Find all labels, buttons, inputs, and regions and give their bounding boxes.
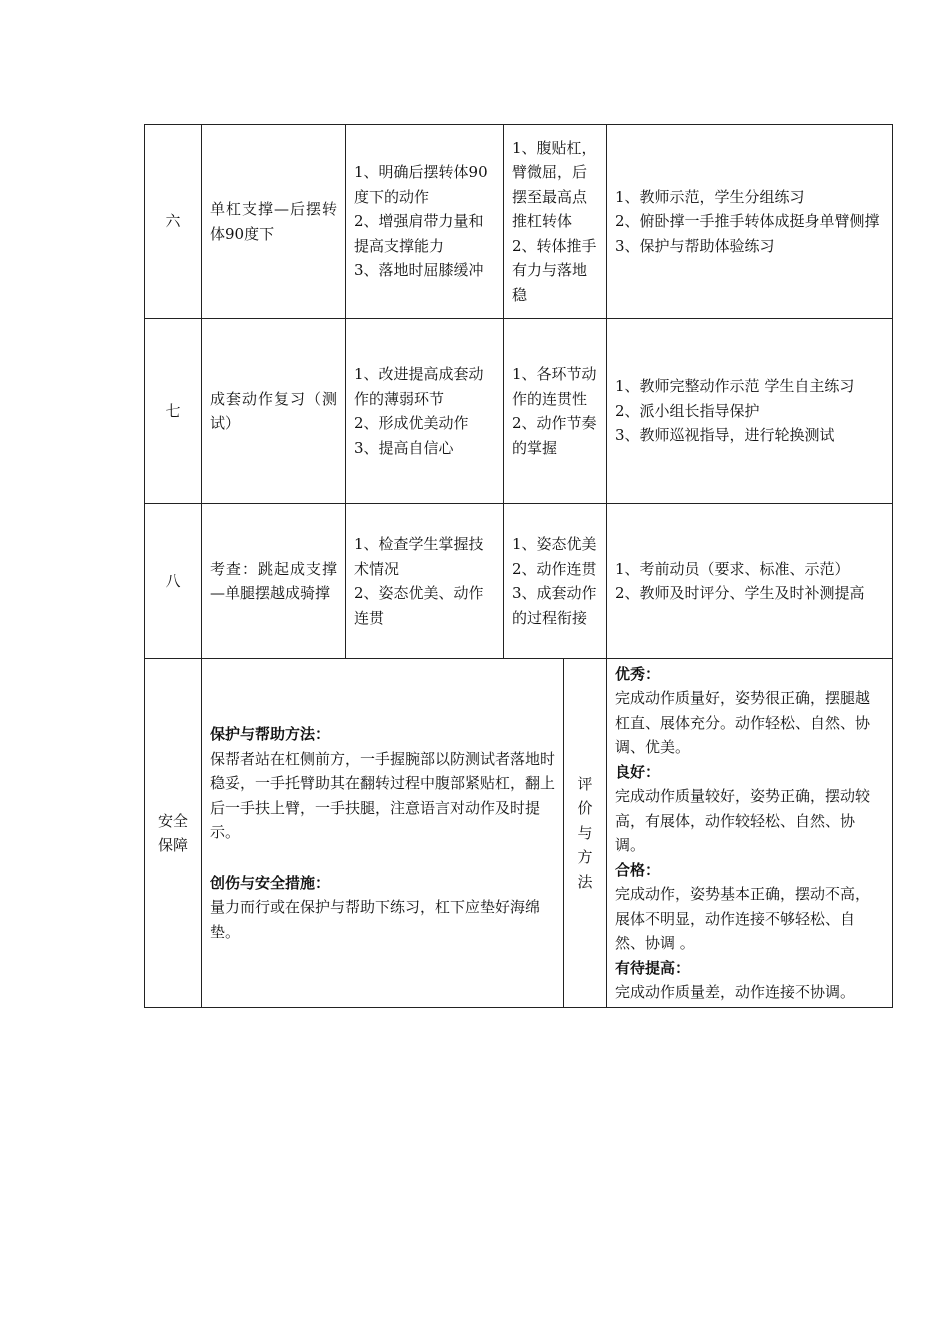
safety-label: 安全 保障 xyxy=(145,659,202,1008)
protect-text: 保帮者站在杠侧前方，一手握腕部以防测试者落地时稳妥，一手托臂助其在翻转过程中腹部紧贴杠，翻上后一手扶上臂，一手扶腿，注意语言对动作及时提示。 xyxy=(210,749,556,841)
goal-item: 2、形成优美动作 xyxy=(354,414,469,432)
table-row xyxy=(145,319,893,504)
lesson-key-points xyxy=(504,504,607,659)
goal-item: 2、姿态优美、动作连贯 xyxy=(354,584,484,627)
goal-item: 1、改进提高成套动作的薄弱环节 xyxy=(354,365,484,408)
grade-excellent-text: 完成动作质量好，姿势很正确，摆腿越杠直、展体充分。动作轻松、自然、协调、优美。 xyxy=(615,689,871,756)
lesson-topic: 考查：跳起成支撑—单腿摆越成骑撑 xyxy=(202,504,346,659)
lesson-methods xyxy=(607,319,893,504)
grade-excellent-title: 优秀： xyxy=(615,664,661,683)
goal-item: 1、检查学生掌握技术情况 xyxy=(354,535,484,578)
injury-title: 创伤与安全措施： xyxy=(210,873,331,892)
method-item: 2、派小组长指导保护 xyxy=(615,401,760,420)
evaluation-content xyxy=(607,659,893,1008)
lesson-topic: 单杠支撑—后摆转体90度下 xyxy=(202,125,346,319)
key-point-item: 1、姿态优美 xyxy=(512,535,597,553)
lesson-number: 六 xyxy=(145,125,202,319)
lesson-plan-table xyxy=(144,124,893,1008)
safety-evaluation-row xyxy=(145,659,893,1008)
goal-item: 2、增强肩带力量和提高支撑能力 xyxy=(354,212,484,255)
key-point-item: 1、各环节动作的连贯性 xyxy=(512,365,597,408)
grade-pass-title: 合格： xyxy=(615,860,661,879)
safety-content xyxy=(202,659,564,1008)
lesson-number: 八 xyxy=(145,504,202,659)
method-item: 3、教师巡视指导，进行轮换测试 xyxy=(615,426,835,445)
key-point-item: 1、腹贴杠，臂微屈，后摆至最高点推杠转体 xyxy=(512,138,597,231)
goal-item: 1、明确后摆转体90度下的动作 xyxy=(354,163,488,206)
protect-title: 保护与帮助方法： xyxy=(210,725,331,743)
method-item: 1、教师完整动作示范 学生自主练习 xyxy=(615,377,855,396)
lesson-methods xyxy=(607,125,893,319)
grade-good-text: 完成动作质量较好，姿势正确，摆动较高，有展体，动作较轻松、自然、协调。 xyxy=(615,787,871,854)
lesson-methods xyxy=(607,504,893,659)
lesson-number: 七 xyxy=(145,319,202,504)
lesson-goals xyxy=(346,319,504,504)
grade-improve-text: 完成动作质量差，动作连接不协调。 xyxy=(615,983,856,1001)
injury-text: 量力而行或在保护与帮助下练习，杠下应垫好海绵垫。 xyxy=(210,898,541,941)
lesson-topic: 成套动作复习（测试） xyxy=(202,319,346,504)
lesson-goals xyxy=(346,504,504,659)
grade-good-title: 良好： xyxy=(615,762,661,781)
goal-item: 3、落地时屈膝缓冲 xyxy=(354,261,484,280)
lesson-key-points xyxy=(504,319,607,504)
evaluation-label: 评 价 与 方 法 xyxy=(564,659,607,1008)
table-row xyxy=(145,125,893,319)
key-point-item: 2、动作节奏的掌握 xyxy=(512,414,597,457)
grade-improve-title: 有待提高： xyxy=(615,958,691,977)
method-item: 2、教师及时评分、学生及时补测提高 xyxy=(615,584,865,602)
method-item: 1、考前动员（要求、标准、示范） xyxy=(615,559,850,578)
lesson-key-points xyxy=(504,125,607,319)
method-item: 3、保护与帮助体验练习 xyxy=(615,236,775,255)
lesson-goals xyxy=(346,125,504,319)
grade-pass-text: 完成动作，姿势基本正确，摆动不高，展体不明显，动作连接不够轻松、自然、协调 。 xyxy=(615,885,871,952)
table-row xyxy=(145,504,893,659)
goal-item: 3、提高自信心 xyxy=(354,438,454,457)
key-point-item: 2、动作连贯 xyxy=(512,559,597,578)
lesson-plan-page xyxy=(144,124,892,1008)
method-item: 1、教师示范，学生分组练习 xyxy=(615,187,805,206)
key-point-item: 3、成套动作的过程衔接 xyxy=(512,584,597,627)
method-item: 2、俯卧撑一手推手转体成挺身单臂侧撑 xyxy=(615,212,880,231)
key-point-item: 2、转体推手有力与落地稳 xyxy=(512,236,597,304)
